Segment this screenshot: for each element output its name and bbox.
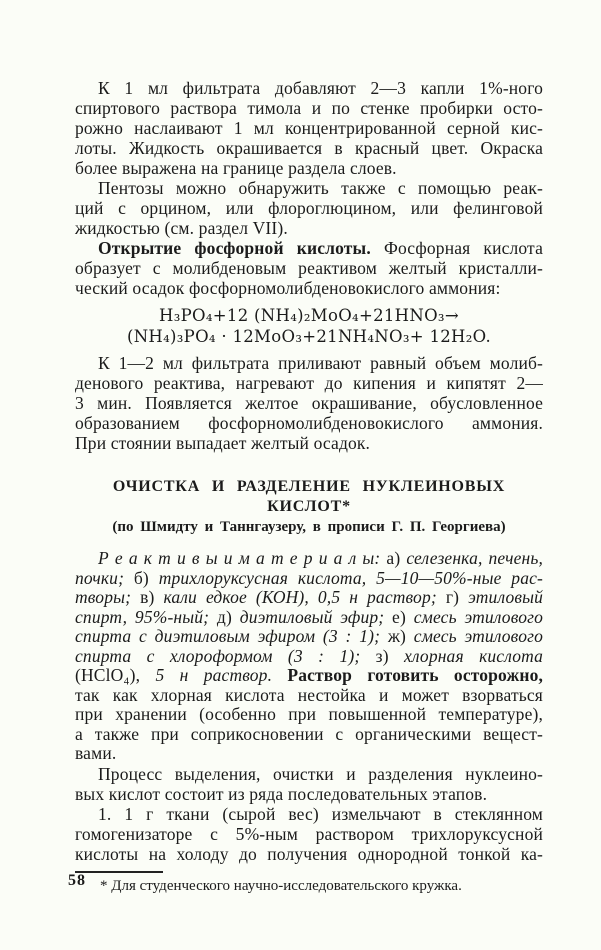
text-line bbox=[75, 218, 543, 238]
para-step-1 bbox=[75, 804, 543, 864]
text-segment: жидкостью (см. раздел VII). bbox=[75, 218, 288, 238]
text-segment: Фосфорная кислота bbox=[370, 238, 543, 258]
text-line bbox=[75, 373, 543, 393]
page-number: 58 bbox=[68, 872, 86, 889]
text-segment: образованием фосфорномолибденовокислого аммония. bbox=[75, 413, 543, 433]
text-line bbox=[75, 353, 543, 373]
text-line bbox=[75, 549, 543, 569]
text-segment: К 1—2 мл фильтрата приливают равный объем молиб- bbox=[98, 353, 543, 373]
text-segment: трихлоруксусная кислота, 5—10—50%-ные рас- bbox=[158, 567, 543, 588]
text-line bbox=[75, 78, 543, 98]
text-line bbox=[75, 804, 543, 824]
para-molybdenum-reagent bbox=[75, 353, 543, 453]
text-segment: а) bbox=[380, 548, 407, 568]
text-segment: 5 н раствор. bbox=[155, 665, 288, 685]
text-segment: б) bbox=[124, 567, 159, 588]
text-segment: з) bbox=[360, 645, 405, 666]
section-subtitle: (по Шмидту и Таннгаузеру, в прописи Г. П. Георгиева) bbox=[112, 519, 506, 535]
text-segment: вами. bbox=[75, 743, 117, 763]
text-line bbox=[75, 725, 543, 745]
text-line bbox=[75, 393, 543, 413]
text-segment: денового реактива, нагревают до кипения и кипятят 2— bbox=[75, 373, 543, 393]
text-segment: ций с орцином, или флороглюцином, или фелинговой bbox=[75, 198, 543, 218]
text-line bbox=[75, 258, 543, 278]
text-line bbox=[75, 784, 543, 804]
text-line bbox=[75, 608, 543, 628]
text-line bbox=[75, 627, 543, 647]
text-segment: спиртового раствора тимола и по стенке пробирки осто- bbox=[75, 98, 543, 118]
text-line bbox=[75, 178, 543, 198]
text-segment: спирта с диэтиловым эфиром (3 : 1); bbox=[75, 626, 381, 646]
equation-line: H₃PO₄+12 (NH₄)₂MoO₄+21HNO₃→ bbox=[159, 306, 459, 325]
text-line bbox=[75, 238, 543, 258]
text-line bbox=[75, 588, 543, 608]
text-line bbox=[75, 138, 543, 158]
text-column bbox=[75, 78, 543, 895]
text-segment: при хранении (особенно при повышенной температуре), bbox=[75, 704, 543, 724]
text-line bbox=[75, 824, 543, 844]
text-segment: При стоянии выпадает желтый осадок. bbox=[75, 433, 371, 453]
text-segment: спирт, 95%-ный; bbox=[75, 606, 210, 627]
footnote-rule bbox=[75, 871, 163, 873]
para-process bbox=[75, 764, 543, 804]
section-title: ОЧИСТКА И РАЗДЕЛЕНИЕ НУКЛЕИНОВЫХ КИСЛОТ* bbox=[112, 478, 506, 515]
para-phosphoric-acid bbox=[75, 238, 543, 298]
text-line bbox=[75, 158, 543, 178]
text-segment: селезенка, печень, bbox=[406, 548, 544, 568]
text-line bbox=[75, 413, 543, 433]
text-segment: в) bbox=[131, 587, 164, 607]
text-line bbox=[75, 666, 543, 686]
text-line bbox=[75, 744, 543, 764]
text-segment: 3 мин. Появляется желтое окрашивание, обусловленное bbox=[75, 393, 543, 413]
text-line bbox=[75, 686, 543, 706]
text-line bbox=[75, 705, 543, 725]
text-segment: образует с молибденовым реактивом желтый кристалли- bbox=[75, 258, 543, 278]
text-segment: спирта с хлороформом (3 : 1); bbox=[75, 645, 361, 666]
para-thymol-test bbox=[75, 78, 543, 178]
text-segment: вых кислот состоит из ряда последовательных этапов. bbox=[75, 783, 488, 804]
footnote: * Для студенческого научно-исследовательского кружка. bbox=[100, 877, 462, 894]
text-segment: д) bbox=[209, 606, 240, 627]
text-segment: смесь этилового bbox=[413, 626, 543, 646]
para-pentoses bbox=[75, 178, 543, 238]
text-line bbox=[75, 198, 543, 218]
text-line bbox=[75, 433, 543, 453]
text-segment: Процесс выделения, очистки и разделения нуклеино- bbox=[98, 763, 543, 784]
text-line bbox=[75, 647, 543, 667]
text-segment: Пентозы можно обнаружить также с помощью реак- bbox=[98, 178, 543, 198]
text-line bbox=[75, 118, 543, 138]
text-segment: хлорная кислота bbox=[404, 645, 544, 666]
text-segment: Открытие фосфорной кислоты. bbox=[98, 238, 371, 258]
text-segment: Раствор готовить осторожно, bbox=[287, 665, 544, 685]
text-segment: более выражена на границе раздела слоев. bbox=[75, 158, 397, 178]
text-segment: диэтиловый эфир; bbox=[239, 606, 385, 627]
text-segment: К 1 мл фильтрата добавляют 2—3 капли 1%-ного bbox=[98, 78, 543, 98]
text-segment: ческий осадок фосфорномолибденовокислого аммония: bbox=[75, 278, 501, 298]
text-line bbox=[75, 764, 543, 784]
text-segment: смесь этилового bbox=[413, 606, 543, 627]
text-segment: (HClO₄), bbox=[75, 665, 156, 685]
text-segment: почки; bbox=[75, 567, 125, 588]
para-reagents bbox=[75, 549, 543, 764]
text-segment: кали едкое (КОН), 0,5 н раствор; bbox=[163, 587, 437, 607]
text-segment: Р е а к т и в ы и м а т е р и а л ы: bbox=[98, 548, 381, 568]
equation-phosphomolybdate bbox=[75, 305, 543, 347]
text-segment: так как хлорная кислота нестойка и может взорваться bbox=[75, 684, 543, 705]
text-segment: гомогенизаторе с 5%-ным раствором трихлоруксусной bbox=[75, 823, 543, 844]
text-segment: лоты. Жидкость окрашивается в красный цвет. Окраска bbox=[75, 138, 543, 158]
text-segment: творы; bbox=[75, 587, 132, 607]
text-segment: 1. 1 г ткани (сырой вес) измельчают в стеклянном bbox=[98, 803, 543, 824]
equation-line: (NH₄)₃PO₄ · 12MoO₃+21NH₄NO₃+ 12H₂O. bbox=[126, 327, 492, 346]
text-segment: е) bbox=[384, 606, 414, 627]
text-segment: кислоты на холоду до получения однородной тонкой ка- bbox=[75, 843, 543, 864]
text-segment: а также при соприкосновении с органическими вещест- bbox=[75, 723, 543, 744]
text-line bbox=[75, 844, 543, 864]
text-segment: ж) bbox=[380, 626, 414, 646]
text-segment: рожно наслаивают 1 мл концентрированной серной кис- bbox=[75, 118, 543, 138]
text-line bbox=[75, 98, 543, 118]
text-segment: этиловый bbox=[468, 587, 543, 607]
text-segment: г) bbox=[436, 587, 469, 607]
text-line bbox=[75, 569, 543, 589]
text-line bbox=[75, 278, 543, 298]
